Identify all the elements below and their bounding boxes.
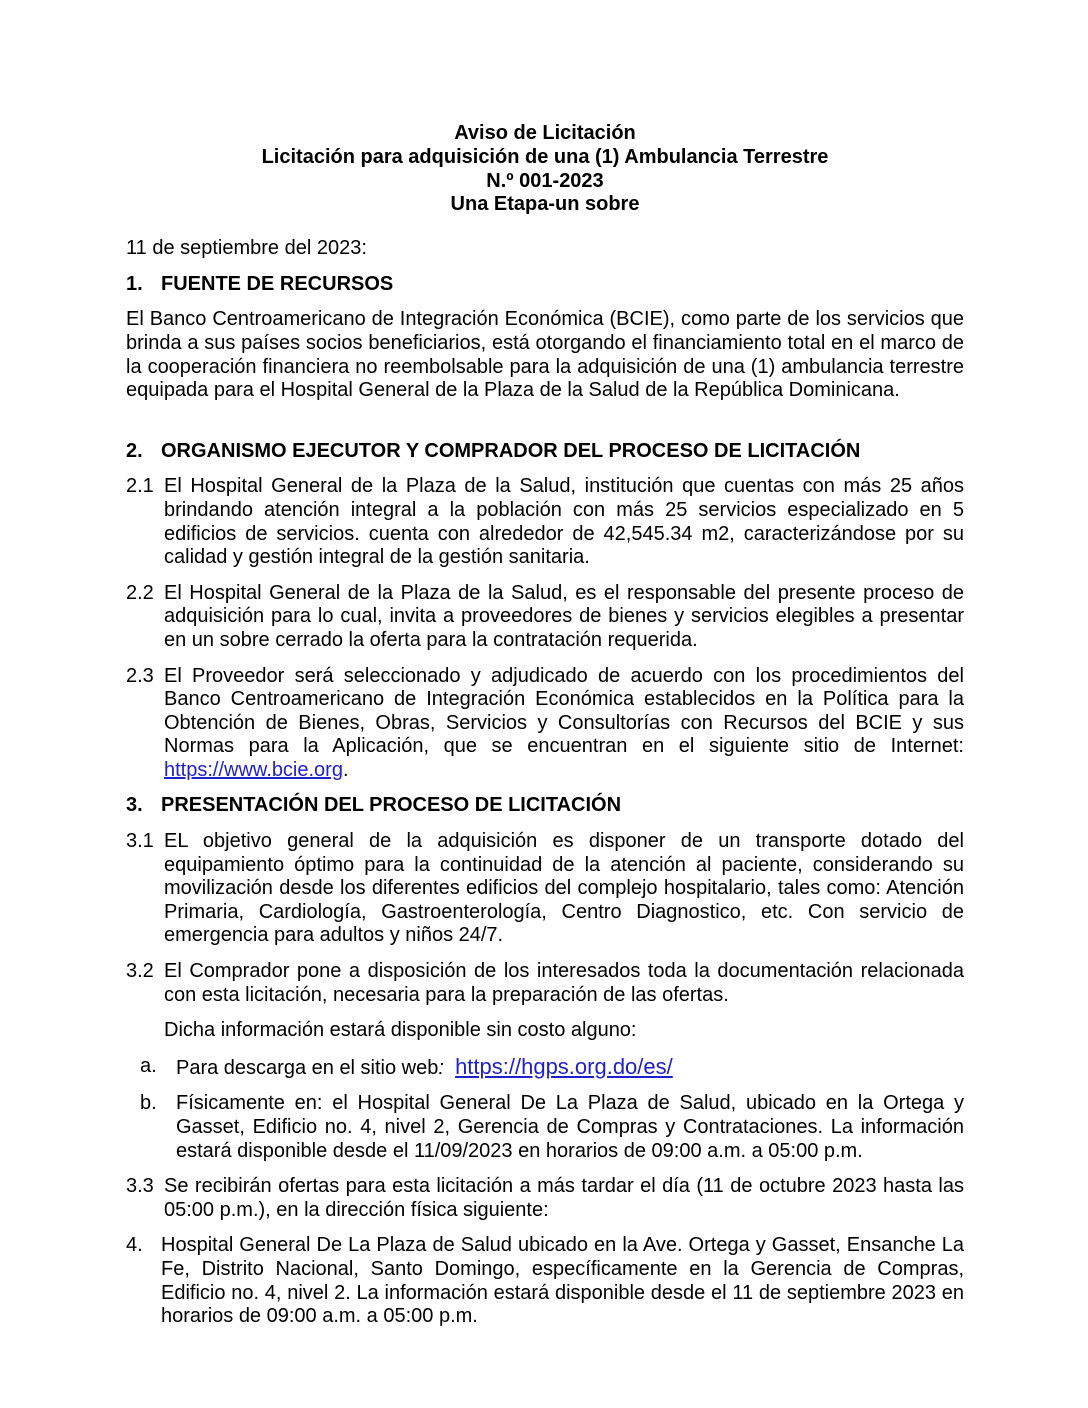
item-2-2 xyxy=(126,582,964,653)
item-2-3-period: . xyxy=(342,758,349,781)
section-3-heading xyxy=(126,794,964,818)
hgps-link[interactable]: https://hgps.org.do/es/ xyxy=(455,1053,673,1079)
document-content xyxy=(126,122,964,1329)
section-1-number: 1. xyxy=(126,272,143,295)
item-2-3-text-wrap xyxy=(164,665,964,783)
item-3-3-text: Se recibirán ofertas para esta licitación a más tardar el día (11 de octubre 2023 hasta las 05:00 p.m.), en la dirección física siguiente: xyxy=(164,1175,964,1221)
sub-item-a-text: Para descarga en el sitio web xyxy=(176,1056,439,1079)
sub-item-b-letter: b. xyxy=(140,1092,157,1115)
item-2-1-number: 2.1 xyxy=(126,475,154,498)
section-2-number: 2. xyxy=(126,439,143,462)
header-number: N.º 001-2023 xyxy=(486,169,604,192)
sub-item-a xyxy=(126,1055,964,1081)
document-header xyxy=(126,122,964,217)
item-3-3-number: 3.3 xyxy=(126,1175,154,1198)
sub-item-b xyxy=(126,1092,964,1163)
item-2-3-text: El Proveedor será seleccionado y adjudicado de acuerdo con los procedimientos del Banco Centroamericano de Integración Económica establecidos en la Política para la Obtención de Bienes, Obras, Servicios y Consultorías con Recursos del BCIE y sus Normas para la Aplicación, que se encuentran en el siguiente sitio de Internet: xyxy=(164,664,964,758)
item-2-1 xyxy=(126,475,964,569)
item-2-2-number: 2.2 xyxy=(126,581,154,604)
sub-item-b-text: Físicamente en: el Hospital General De La Plaza de Salud, ubicado en la Ortega y Gasset, Edificio no. 4, nivel 2, Gerencia de Compras y Contrataciones. La información estará disponible desde el 11/09/2023 en horarios de 09:00 a.m. a 05:00 p.m. xyxy=(176,1092,964,1162)
item-3-1-number: 3.1 xyxy=(126,830,154,853)
section-1-title: FUENTE DE RECURSOS xyxy=(161,272,394,295)
section-2-title: ORGANISMO EJECUTOR Y COMPRADOR DEL PROCESO DE LICITACIÓN xyxy=(161,439,861,462)
section-1-text: El Banco Centroamericano de Integración Económica (BCIE), como parte de los servicios que brinda a sus países socios beneficiarios, está otorgando el financiamiento total en el marco de la cooperación financiera no reembolsable para la adquisición de una (1) ambulancia terrestre equipada para el Hospital General de la Plaza de la Salud de la República Dominicana. xyxy=(126,308,964,402)
header-title: Aviso de Licitación xyxy=(454,122,636,144)
item-2-2-text: El Hospital General de la Plaza de la Salud, es el responsable del presente proceso de adquisición para lo cual, invita a proveedores de bienes y servicios elegibles a presentar en un sobre cerrado la oferta para la contratación requerida. xyxy=(164,581,964,651)
item-3-1-text: EL objetivo general de la adquisición es disponer de un transporte dotado del equipamiento óptimo para la continuidad de la atención al paciente, considerando su movilización desde los diferentes edificios del complejo hospitalario, tales como: Atención Primaria, Cardiología, Gastroenterología, Centro Diagnostico, etc. Con servicio de emergencia para adultos y niños 24/7. xyxy=(164,830,964,947)
availability-note: Dicha información estará disponible sin costo alguno: xyxy=(164,1019,637,1042)
section-3-number: 3. xyxy=(126,794,143,817)
item-3-2-text: El Comprador pone a disposición de los interesados toda la documentación relacionada con esta licitación, necesaria para la preparación de las ofertas. xyxy=(164,960,964,1006)
item-4-text: Hospital General De La Plaza de Salud ubicado en la Ave. Ortega y Gasset, Ensanche La Fe, Distrito Nacional, Santo Domingo, específicamente en la Gerencia de Compras, Edificio no. 4, nivel 2. La información estará disponible desde el 11 de septiembre 2023 en horarios de 09:00 a.m. a 05:00 p.m. xyxy=(161,1234,964,1328)
bcie-link[interactable]: https://www.bcie.org xyxy=(164,758,343,781)
item-3-3 xyxy=(126,1175,964,1222)
header-subtitle: Licitación para adquisición de una (1) Ambulancia Terrestre xyxy=(261,145,829,168)
item-3-2-number: 3.2 xyxy=(126,960,154,983)
sub-item-a-colon: : xyxy=(438,1056,444,1079)
document-date: 11 de septiembre del 2023: xyxy=(126,237,367,260)
header-stage: Una Etapa-un sobre xyxy=(450,193,640,216)
item-2-3-number: 2.3 xyxy=(126,664,154,687)
item-4 xyxy=(126,1234,964,1328)
section-1-heading xyxy=(126,273,964,297)
section-2-heading xyxy=(126,440,964,464)
sub-item-a-letter: a. xyxy=(140,1054,157,1077)
sub-item-a-text-wrap xyxy=(176,1055,964,1081)
item-2-1-text: El Hospital General de la Plaza de la Salud, institución que cuentas con más 25 años brindando atención integral a la población con más 25 servicios especializado en 5 edificios de servicios. cuenta con alrededor de 42,545.34 m2, caracterizándose por su calidad y gestión integral de la gestión sanitaria. xyxy=(164,475,964,569)
item-3-1 xyxy=(126,830,964,948)
section-3-title: PRESENTACIÓN DEL PROCESO DE LICITACIÓN xyxy=(161,794,622,817)
item-4-number: 4. xyxy=(126,1234,143,1257)
item-2-3 xyxy=(126,665,964,783)
item-3-2 xyxy=(126,960,964,1007)
